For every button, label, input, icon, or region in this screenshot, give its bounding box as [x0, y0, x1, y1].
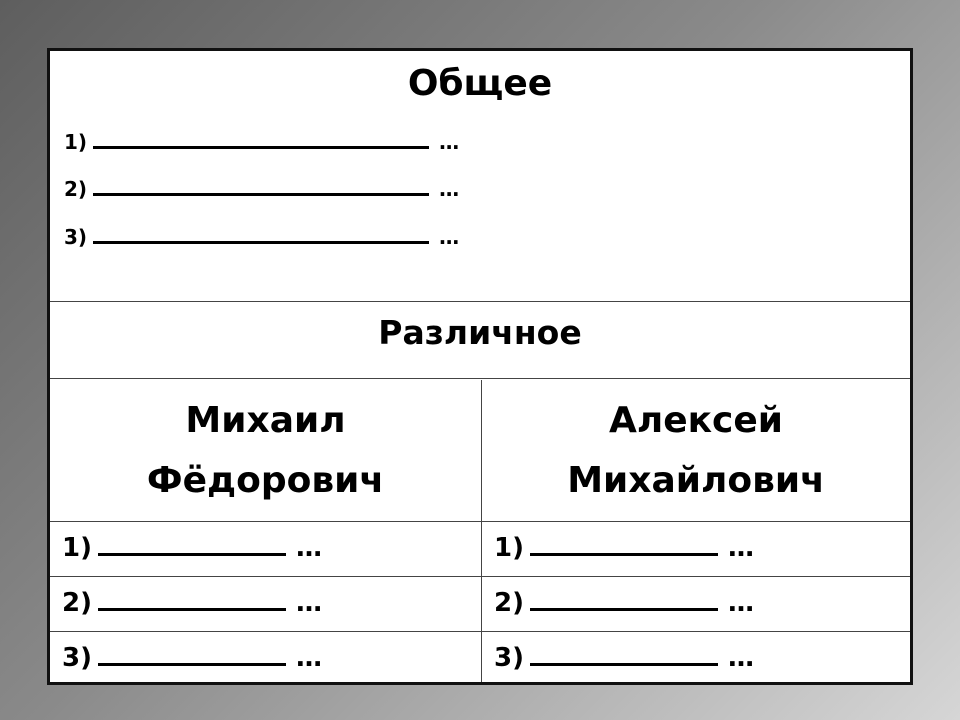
common-item-1 [64, 130, 459, 154]
item-number: 1) [494, 533, 524, 563]
item-ellipsis: … [727, 588, 754, 618]
left-row-3 [62, 643, 322, 673]
blank-line [93, 192, 429, 196]
column-name-line2: Фёдорович [146, 460, 385, 501]
blank-line [98, 607, 286, 611]
right-row-2 [494, 588, 754, 618]
left-row-2 [62, 588, 322, 618]
item-ellipsis: … [439, 225, 460, 249]
item-ellipsis: … [727, 643, 754, 673]
blank-line [530, 607, 718, 611]
column-name-line1: Михаил [185, 400, 346, 441]
divider-column-headers [50, 521, 910, 522]
item-ellipsis: … [439, 177, 460, 201]
item-number: 3) [494, 643, 524, 673]
item-number: 2) [62, 588, 92, 618]
item-ellipsis: … [439, 130, 460, 154]
divider-row-2 [50, 631, 910, 632]
item-number: 1) [62, 533, 92, 563]
left-row-1 [62, 533, 322, 563]
blank-line [93, 240, 429, 244]
item-number: 1) [64, 130, 88, 154]
blank-line [98, 552, 286, 556]
item-number: 3) [62, 643, 92, 673]
column-header-mikhail [50, 391, 481, 511]
blank-line [98, 662, 286, 666]
item-ellipsis: … [295, 643, 322, 673]
divider-row-1 [50, 576, 910, 577]
column-name-line1: Алексей [608, 400, 784, 441]
column-header-aleksey [482, 391, 910, 511]
item-number: 3) [64, 225, 88, 249]
divider-common [50, 301, 910, 302]
item-ellipsis: … [727, 533, 754, 563]
different-title: Различное [378, 313, 582, 352]
blank-line [530, 552, 718, 556]
right-row-3 [494, 643, 754, 673]
divider-different-title [50, 378, 910, 379]
item-ellipsis: … [295, 588, 322, 618]
column-name-line2: Михайлович [567, 460, 825, 501]
common-item-3 [64, 225, 459, 249]
item-number: 2) [494, 588, 524, 618]
comparison-table [47, 48, 913, 685]
right-row-1 [494, 533, 754, 563]
common-item-2 [64, 177, 459, 201]
blank-line [530, 662, 718, 666]
blank-line [93, 145, 429, 149]
item-number: 2) [64, 177, 88, 201]
item-ellipsis: … [295, 533, 322, 563]
common-title: Общее [407, 63, 553, 104]
